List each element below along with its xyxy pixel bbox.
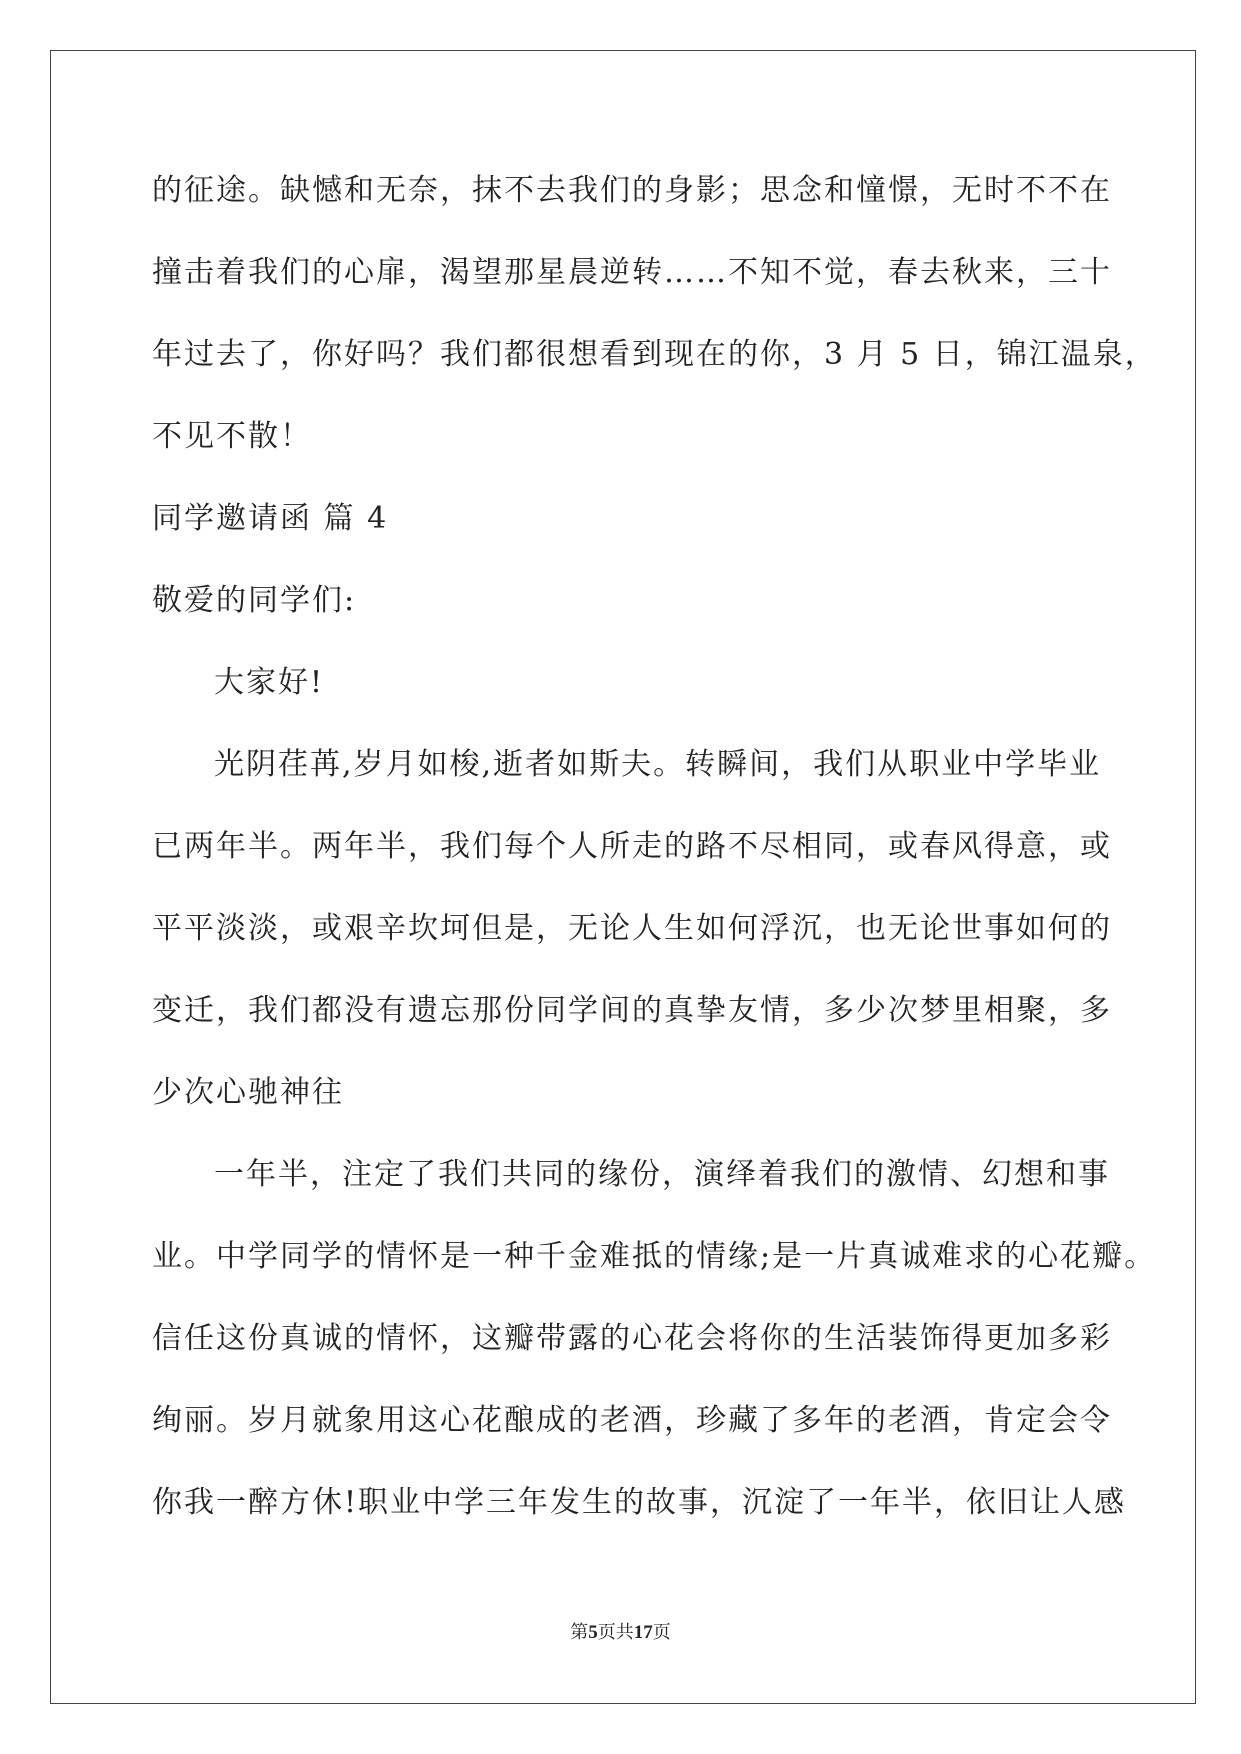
- text-line: 撞击着我们的心扉，渴望那星晨逆转……不知不觉，春去秋来，三十: [152, 255, 1112, 290]
- text-line: 信任这份真诚的情怀，这瓣带露的心花会将你的生活装饰得更加多彩: [152, 1321, 1112, 1356]
- total-suffix: 页: [652, 1622, 671, 1643]
- text-line: 你我一醉方休!职业中学三年发生的故事，沉淀了一年半，依旧让人感: [152, 1485, 1127, 1520]
- text-line: 一年半，注定了我们共同的缘份，演绎着我们的激情、幻想和事: [214, 1157, 1110, 1192]
- section-heading: 同学邀请函 篇 4: [152, 501, 389, 536]
- text-line: 业。中学同学的情怀是一种千金难抵的情缘;是一片真诚难求的心花瓣。: [152, 1239, 1157, 1274]
- page-prefix: 第: [570, 1622, 589, 1643]
- text-line: 少次心驰神往: [152, 1075, 344, 1110]
- text-line: 已两年半。两年半，我们每个人所走的路不尽相同，或春风得意，或: [152, 829, 1112, 864]
- text-line: 不见不散！: [152, 419, 312, 454]
- text-line: 的征途。缺憾和无奈，抹不去我们的身影；思念和憧憬，无时不不在: [152, 173, 1112, 208]
- greeting: 大家好!: [214, 665, 325, 700]
- text-line: 变迁，我们都没有遗忘那份同学间的真挚友情，多少次梦里相聚，多: [152, 993, 1112, 1028]
- text-line: 年过去了，你好吗？我们都很想看到现在的你，3 月 5 日，锦江温泉，: [152, 337, 1157, 372]
- document-body: [152, 150, 1157, 1544]
- salutation: 敬爱的同学们:: [152, 583, 357, 618]
- page-suffix: 页: [597, 1622, 616, 1643]
- total-prefix: 共: [615, 1622, 634, 1643]
- text-line: 光阴荏苒,岁月如梭,逝者如斯夫。转瞬间，我们从职业中学毕业: [214, 747, 1102, 782]
- text-line: 绚丽。岁月就象用这心花酿成的老酒，珍藏了多年的老酒，肯定会令: [152, 1403, 1112, 1438]
- text-line: 平平淡淡，或艰辛坎坷但是，无论人生如何浮沉，也无论世事如何的: [152, 911, 1112, 946]
- total-pages: 17: [633, 1622, 653, 1643]
- page-number: 5: [588, 1622, 598, 1643]
- page-footer: [0, 1618, 1241, 1644]
